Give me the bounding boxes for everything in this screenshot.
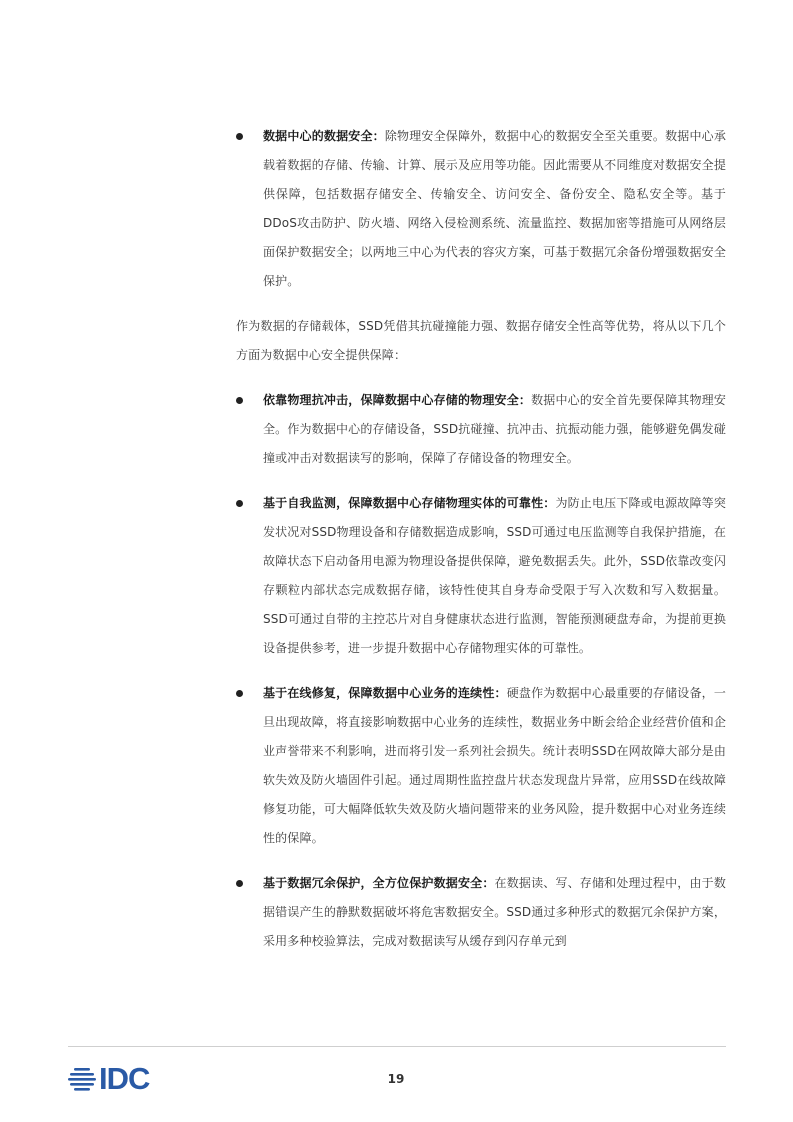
bullet-title: 基于在线修复，保障数据中心业务的连续性： xyxy=(263,686,507,700)
bullet-dot-icon xyxy=(236,133,243,140)
bullet-dot-icon xyxy=(236,690,243,697)
intro-paragraph: 作为数据的存储载体，SSD凭借其抗碰撞能力强、数据存储安全性高等优势，将从以下几个方面为数据中心安全提供保障： xyxy=(236,319,726,362)
bullet-title: 基于自我监测，保障数据中心存储物理实体的可靠性： xyxy=(263,496,556,510)
bullet-online-repair xyxy=(236,679,726,853)
bullet-text: 除物理安全保障外，数据中心的数据安全至关重要。数据中心承载着数据的存储、传输、计算、展示及应用等功能。因此需要从不同维度对数据安全提供保障，包括数据存储安全、传输安全、访问安全、备份安全、隐私安全等。基于DDoS攻击防护、防火墙、网络入侵检测系统、流量监控、数据加密等措施可从网络层面保护数据安全；以两地三中心为代表的容灾方案，可基于数据冗余备份增强数据安全保护。 xyxy=(263,129,726,288)
logo-text: IDC xyxy=(99,1061,150,1096)
bullet-title: 基于数据冗余保护，全方位保护数据安全： xyxy=(263,876,495,890)
bullet-text: 在数据读、写、存储和处理过程中，由于数据错误产生的静默数据破坏将危害数据安全。SSD通过多种形式的数据冗余保护方案，采用多种校验算法，完成对数据读写从缓存到闪存单元到 xyxy=(263,876,726,948)
page-number: 19 xyxy=(387,1072,405,1086)
idc-logo xyxy=(68,1061,150,1096)
bullet-physical-security xyxy=(236,386,726,473)
bullet-title: 依靠物理抗冲击，保障数据中心存储的物理安全： xyxy=(263,393,532,407)
idc-globe-icon xyxy=(68,1065,96,1093)
document-body xyxy=(236,122,726,956)
bullet-text: 硬盘作为数据中心最重要的存储设备，一旦出现故障，将直接影响数据中心业务的连续性，数据业务中断会给企业经营价值和企业声誉带来不利影响，进而将引发一系列社会损失。统计表明SSD在网故障大部分是由软失效及防火墙固件引起。通过周期性监控盘片状态发现盘片异常，应用SSD在线故障修复功能，可大幅降低软失效及防火墙问题带来的业务风险，提升数据中心对业务连续性的保障。 xyxy=(263,686,726,845)
bullet-text: 数据中心的安全首先要保障其物理安全。作为数据中心的存储设备，SSD抗碰撞、抗冲击、抗振动能力强，能够避免偶发碰撞或冲击对数据读写的影响，保障了存储设备的物理安全。 xyxy=(263,393,726,465)
bullet-dot-icon xyxy=(236,880,243,887)
bullet-self-monitoring xyxy=(236,489,726,663)
bullet-title: 数据中心的数据安全： xyxy=(263,129,385,143)
bullet-data-security xyxy=(236,122,726,296)
bullet-data-redundancy xyxy=(236,869,726,956)
bullet-dot-icon xyxy=(236,500,243,507)
bullet-text: 为防止电压下降或电源故障等突发状况对SSD物理设备和存储数据造成影响，SSD可通过电压监测等自我保护措施，在故障状态下启动备用电源为物理设备提供保障，避免数据丢失。此外，SSD依靠改变闪存颗粒内部状态完成数据存储，该特性使其自身寿命受限于写入次数和写入数据量。SSD可通过自带的主控芯片对自身健康状态进行监测，智能预测硬盘寿命，为提前更换设备提供参考，进一步提升数据中心存储物理实体的可靠性。 xyxy=(263,496,726,655)
bullet-dot-icon xyxy=(236,397,243,404)
footer-divider xyxy=(68,1046,726,1047)
